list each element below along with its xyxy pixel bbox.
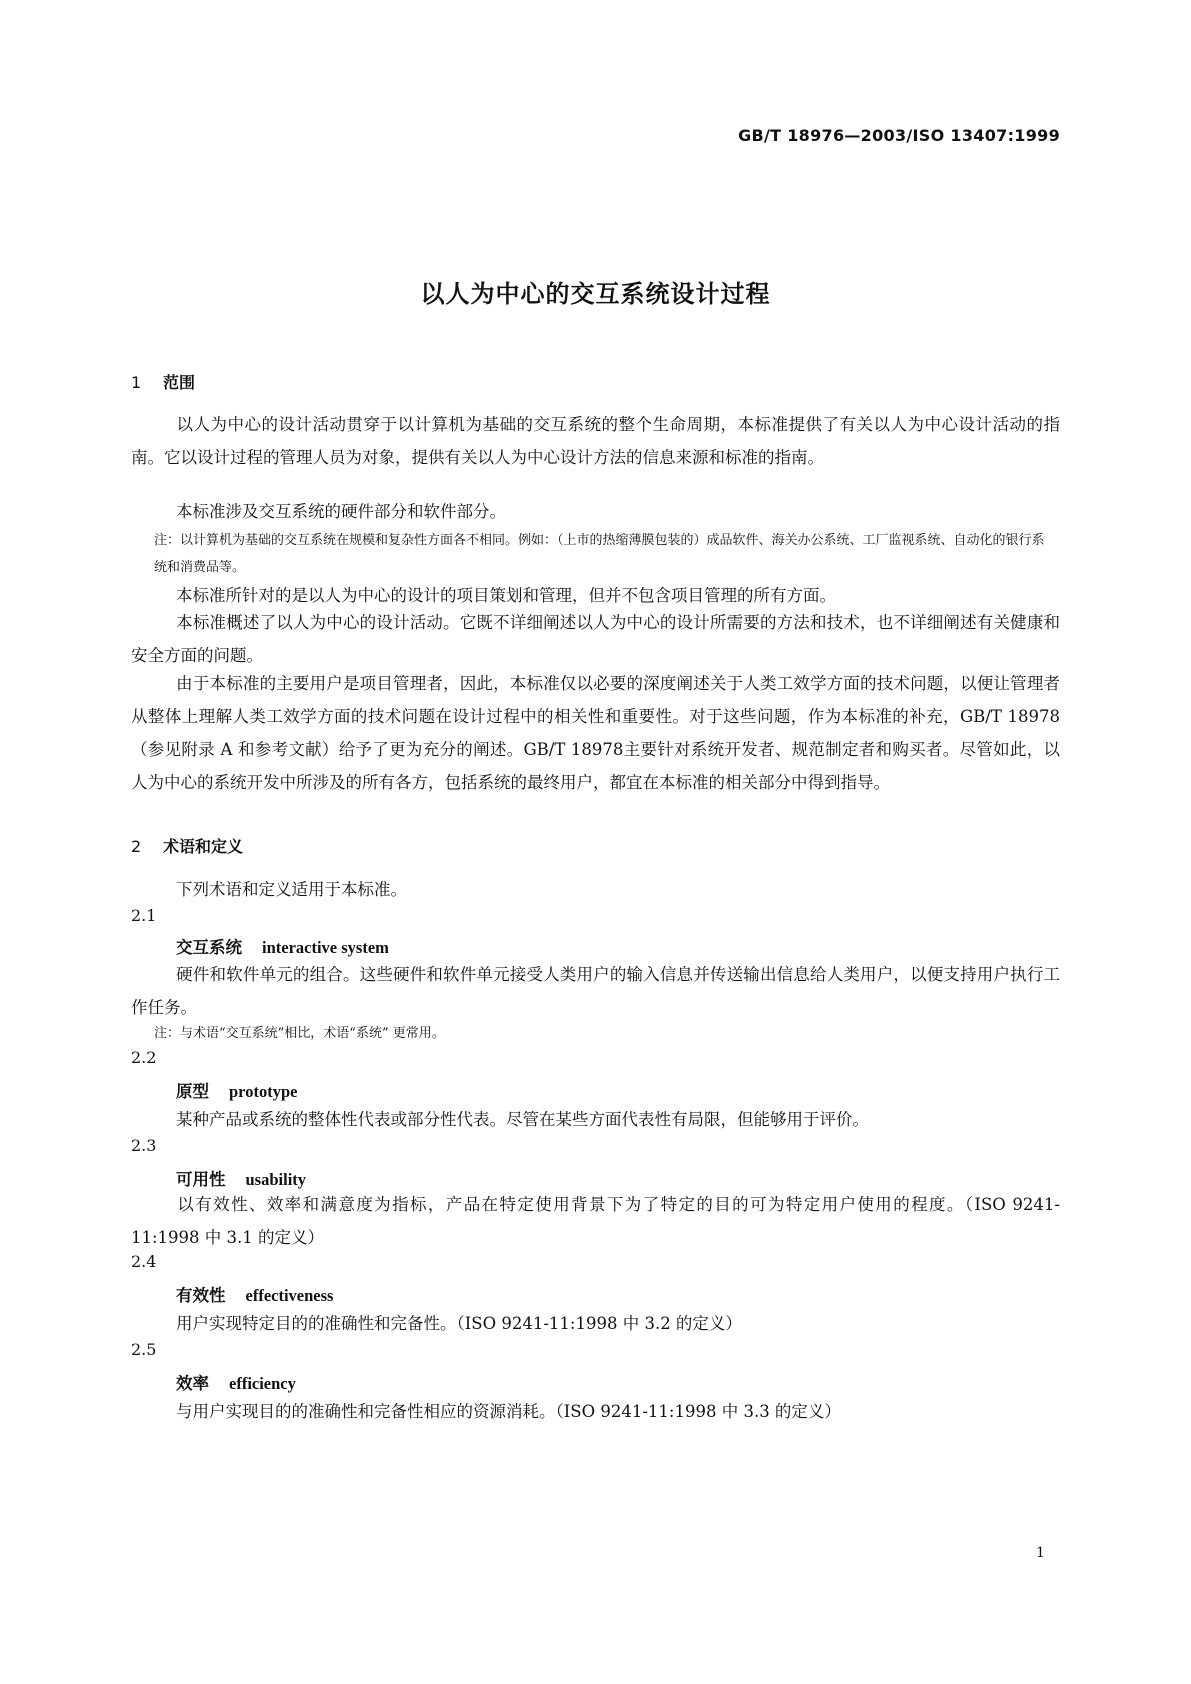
term-zh: 有效性 [176, 1286, 226, 1305]
section-number: 2 [131, 837, 142, 856]
term-definition: 与用户实现目的的准确性和完备性相应的资源消耗。（ISO 9241-11:1998 中 3.3 的定义） [176, 1402, 841, 1421]
term-en: prototype [229, 1082, 298, 1101]
section-2-heading [131, 834, 243, 857]
section-1-heading [131, 370, 195, 393]
term-definition: 某种产品或系统的整体性代表或部分性代表。尽管在某些方面代表性有局限，但能够用于评价。 [176, 1110, 869, 1129]
term-en: effectiveness [245, 1286, 334, 1305]
term-zh: 效率 [176, 1374, 209, 1393]
document-title: 以人为中心的交互系统设计过程 [420, 280, 771, 308]
term-zh: 可用性 [176, 1170, 226, 1189]
term-en: efficiency [229, 1374, 296, 1393]
term-heading [176, 934, 389, 958]
term-heading [176, 1282, 333, 1306]
section-title: 范围 [163, 373, 196, 392]
term-definition: 硬件和软件单元的组合。这些硬件和软件单元接受人类用户的输入信息并传送输出信息给人类用户，以便支持用户执行工作任务。 [131, 965, 1060, 1017]
term-definition: 以有效性、效率和满意度为指标，产品在特定使用背景下为了特定的目的可为特定用户使用的程度。（ISO 9241-11:1998 中 3.1 的定义） [131, 1195, 1060, 1247]
term-en: interactive system [262, 938, 389, 957]
page-number: 1 [1036, 1545, 1045, 1561]
scope-paragraph-3: 本标准所针对的是以人为中心的设计的项目策划和管理，但并不包含项目管理的所有方面。 [176, 586, 836, 605]
term-note: 注：与术语“交互系统”相比，术语“系统” 更常用。 [154, 1026, 445, 1041]
term-en: usability [245, 1170, 307, 1189]
scope-paragraph-1: 以人为中心的设计活动贯穿于以计算机为基础的交互系统的整个生命周期，本标准提供了有关以人为中心设计活动的指南。它以设计过程的管理人员为对象，提供有关以人为中心设计方法的信息来源和标准的指南。 [131, 415, 1060, 467]
term-number: 2.3 [131, 1136, 157, 1155]
term-number: 2.4 [131, 1252, 157, 1271]
section-number: 1 [131, 373, 142, 392]
scope-paragraph-2: 本标准涉及交互系统的硬件部分和软件部分。 [176, 502, 506, 521]
term-heading [176, 1166, 306, 1190]
term-number: 2.2 [131, 1048, 157, 1067]
term-zh: 交互系统 [176, 938, 242, 957]
scope-paragraph-5: 由于本标准的主要用户是项目管理者，因此，本标准仅以必要的深度阐述关于人类工效学方面的技术问题，以便让管理者从整体上理解人类工效学方面的技术问题在设计过程中的相关性和重要性。对于这些问题，作为本标准的补充，GB/T 18978（参见附录 A 和参考文献）给予了更为充分的阐述。GB/T 18978主要针对系统开发者、规范制定者和购买者。尽管如此，以人为中心的系统开发中所涉及的所有各方，包括系统的最终用户，都宜在本标准的相关部分中得到指导。 [131, 674, 1060, 792]
term-heading [176, 1078, 297, 1102]
scope-note: 注：以计算机为基础的交互系统在规模和复杂性方面各不相同。例如：（上市的热缩薄膜包装的）成品软件、海关办公系统、工厂监视系统、自动化的银行系统和消费品等。 [154, 533, 1045, 575]
term-definition: 用户实现特定目的的准确性和完备性。（ISO 9241-11:1998 中 3.2 的定义） [176, 1314, 742, 1333]
term-number: 2.5 [131, 1340, 157, 1359]
definitions-intro: 下列术语和定义适用于本标准。 [176, 880, 407, 899]
term-number: 2.1 [131, 906, 157, 925]
standard-code: GB/T 18976—2003/ISO 13407:1999 [738, 126, 1060, 145]
section-title: 术语和定义 [163, 837, 244, 856]
term-heading [176, 1370, 296, 1394]
scope-paragraph-4: 本标准概述了以人为中心的设计活动。它既不详细阐述以人为中心的设计所需要的方法和技术，也不详细阐述有关健康和安全方面的问题。 [131, 613, 1060, 665]
term-zh: 原型 [176, 1082, 209, 1101]
